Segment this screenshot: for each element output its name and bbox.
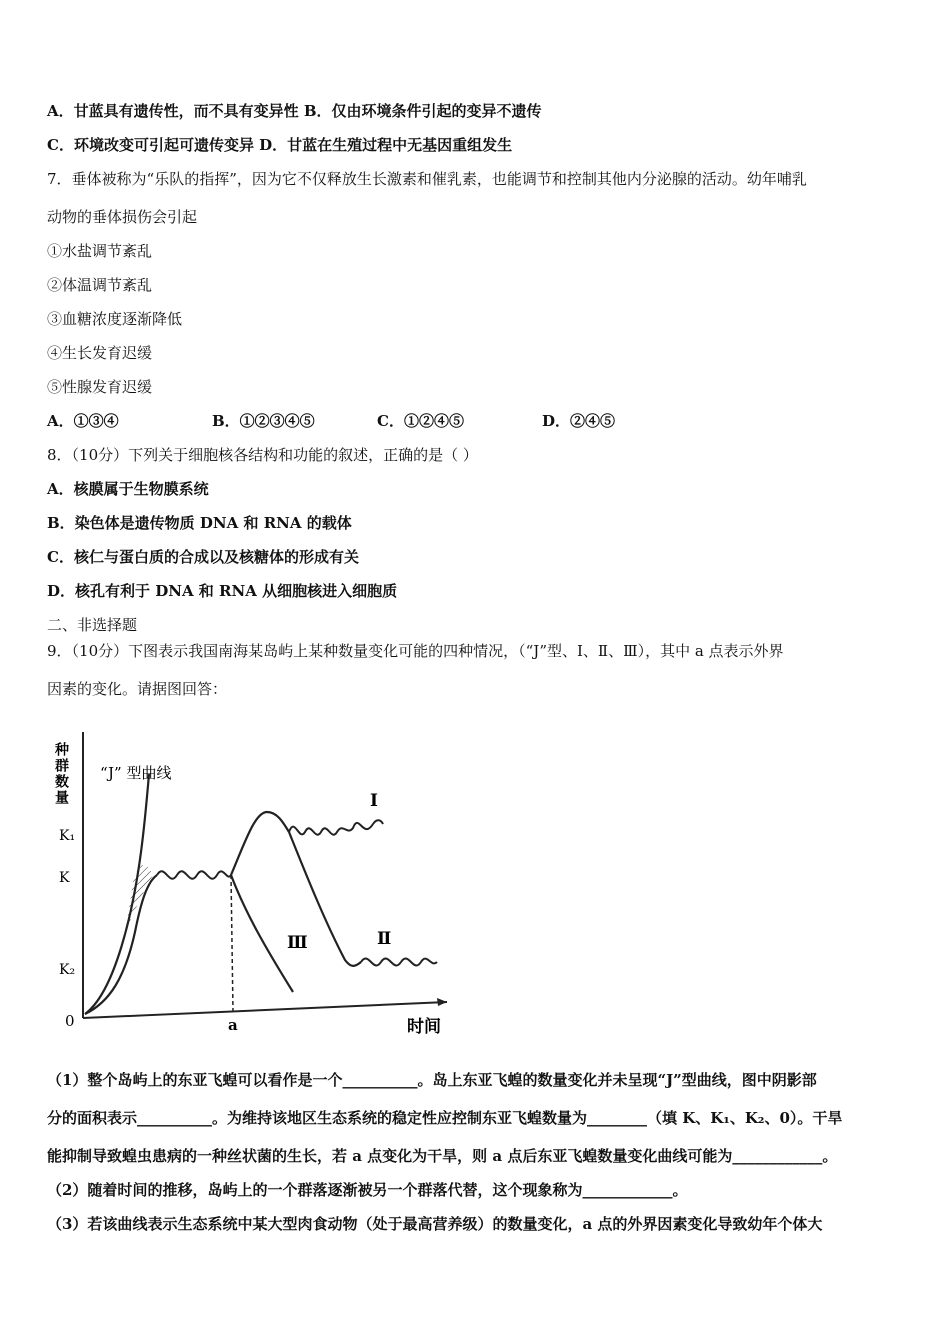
oscillation-k xyxy=(157,871,231,879)
q9-part1-line1: （1）整个岛屿上的东亚飞蝗可以看作是一个__________。岛上东亚飞蝗的数量变化并未呈现“J”型曲线，图中阴影部 xyxy=(47,1071,817,1089)
q6-options-line2: C．环境改变可引起可遗传变异 D．甘蓝在生殖过程中无基因重组发生 xyxy=(47,136,513,154)
q7-item-4: ④生长发育迟缓 xyxy=(47,344,153,362)
q7-stem-line1: 7．垂体被称为“乐队的指挥”，因为它不仅释放生长激素和催乳素，也能调节和控制其他内分泌腺的活动。幼年哺乳 xyxy=(47,170,807,188)
x-axis-arrow xyxy=(437,998,447,1006)
shaded-region xyxy=(125,865,153,934)
q8-option-c: C．核仁与蛋白质的合成以及核糖体的形成有关 xyxy=(47,548,359,566)
q9-part2: （2）随着时间的推移，岛屿上的一个群落逐渐被另一个群落代替，这个现象称为____________。 xyxy=(47,1181,688,1199)
curve-ii-oscillation xyxy=(361,959,437,966)
tick-zero: 0 xyxy=(65,1012,75,1030)
q7-option-b: B．①②③④⑤ xyxy=(212,412,315,430)
x-axis xyxy=(83,1002,447,1018)
q8-option-d: D．核孔有利于 DNA 和 RNA 从细胞核进入细胞质 xyxy=(47,582,398,600)
q9-part1-line3: 能抑制导致蝗虫患病的一种丝状菌的生长，若 a 点变化为干旱，则 a 点后东亚飞蝗数量变化曲线可能为____________。 xyxy=(47,1147,838,1165)
section-title: 二、非选择题 xyxy=(47,616,138,634)
curve-j-label: “J” 型曲线 xyxy=(100,764,172,782)
population-graph xyxy=(55,712,455,1042)
x-axis-label: 时间 xyxy=(407,1017,441,1037)
q7-option-c: C．①②④⑤ xyxy=(377,412,464,430)
q7-stem-line2: 动物的垂体损伤会引起 xyxy=(47,208,198,226)
q7-option-d: D．②④⑤ xyxy=(542,412,616,430)
curve-i-rise xyxy=(231,812,289,875)
q7-option-a: A．①③④ xyxy=(47,412,119,430)
x-mark-a: a xyxy=(228,1016,238,1034)
curve-iii-label: Ⅲ xyxy=(287,933,308,953)
q6-options-line1: A．甘蓝具有遗传性，而不具有变异性 B．仅由环境条件引起的变异不遗传 xyxy=(47,102,542,120)
q8-option-b: B．染色体是遗传物质 DNA 和 RNA 的载体 xyxy=(47,514,352,532)
q7-item-3: ③血糖浓度逐渐降低 xyxy=(47,310,183,328)
tick-k1: K₁ xyxy=(59,828,76,844)
q9-stem-line2: 因素的变化。请据图回答： xyxy=(47,680,228,698)
tick-k2: K₂ xyxy=(59,962,76,978)
q9-part1-line2: 分的面积表示__________。为维持该地区生态系统的稳定性应控制东亚飞蝗数量为________（填 K、K₁、K₂、0）。干旱 xyxy=(47,1109,843,1127)
curve-iii xyxy=(231,875,293,992)
q8-stem: 8．（10分）下列关于细胞核各结构和功能的叙述，正确的是（ ） xyxy=(47,446,478,464)
q9-stem-line1: 9．（10分）下图表示我国南海某岛屿上某种数量变化可能的四种情况，（“J”型、Ⅰ、Ⅱ、Ⅲ），其中 a 点表示外界 xyxy=(47,642,784,660)
tick-k: K xyxy=(59,870,70,886)
q7-item-1: ①水盐调节紊乱 xyxy=(47,242,153,260)
q7-item-2: ②体温调节紊乱 xyxy=(47,276,153,294)
y-axis-label: 种群数量 xyxy=(53,742,69,806)
q7-options xyxy=(47,411,615,431)
q7-item-5: ⑤性腺发育迟缓 xyxy=(47,378,153,396)
curve-ii-label: Ⅱ xyxy=(377,929,392,949)
curve-i-label: Ⅰ xyxy=(370,791,378,811)
q9-part3: （3）若该曲线表示生态系统中某大型肉食动物（处于最高营养级）的数量变化，a 点的外界因素变化导致幼年个体大 xyxy=(47,1215,823,1233)
q8-option-a: A．核膜属于生物膜系统 xyxy=(47,480,209,498)
a-dashed-line xyxy=(231,875,233,1012)
curve-i-oscillation xyxy=(289,820,383,834)
